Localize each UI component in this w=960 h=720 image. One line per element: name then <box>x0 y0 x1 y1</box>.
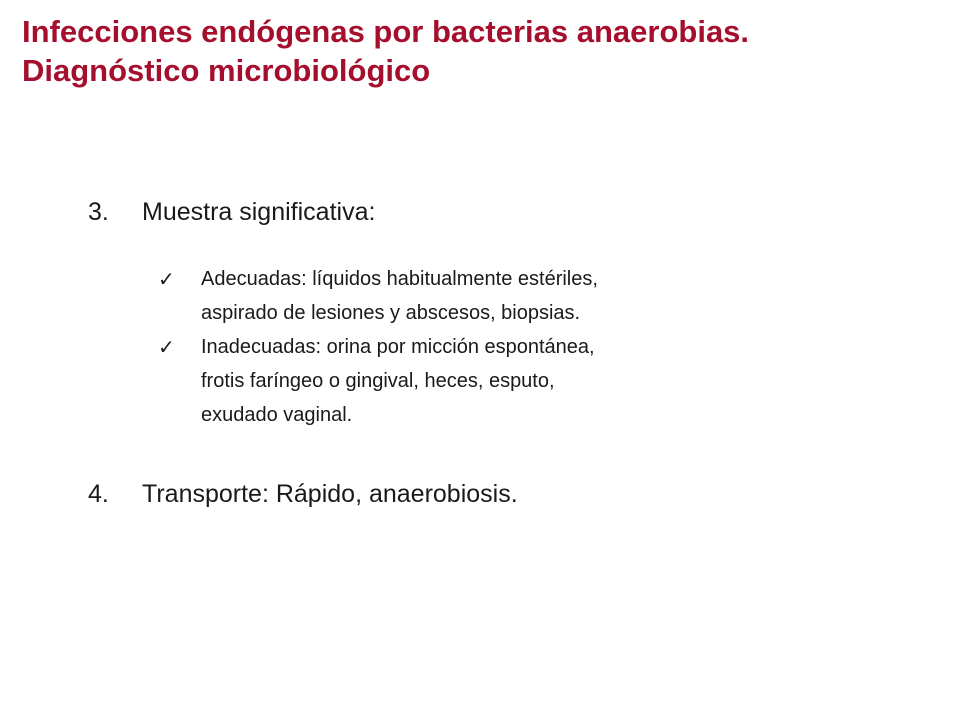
checklist-item-adecuadas <box>158 262 818 330</box>
checklist-line: exudado vaginal. <box>201 404 353 426</box>
item-text: Transporte: Rápido, anaerobiosis. <box>142 480 518 508</box>
item-number: 3. <box>88 198 109 226</box>
checklist-line: aspirado de lesiones y abscesos, biopsias. <box>201 302 581 324</box>
checklist-line: frotis faríngeo o gingival, heces, esputo, <box>201 370 555 392</box>
checklist-line: Adecuadas: líquidos habitualmente estériles, <box>201 268 598 290</box>
check-icon: ✓ <box>158 267 175 291</box>
slide-title-line-1: Infecciones endógenas por bacterias anaerobias. <box>22 14 750 49</box>
checklist-line: Inadecuadas: orina por micción espontánea, <box>201 336 595 358</box>
slide-title <box>22 12 942 90</box>
checklist-item-inadecuadas <box>158 330 818 432</box>
sample-checklist <box>158 262 818 432</box>
item-number: 4. <box>88 480 109 508</box>
check-icon: ✓ <box>158 335 175 359</box>
item-text: Muestra significativa: <box>142 198 376 226</box>
slide-title-line-2: Diagnóstico microbiológico <box>22 53 431 88</box>
